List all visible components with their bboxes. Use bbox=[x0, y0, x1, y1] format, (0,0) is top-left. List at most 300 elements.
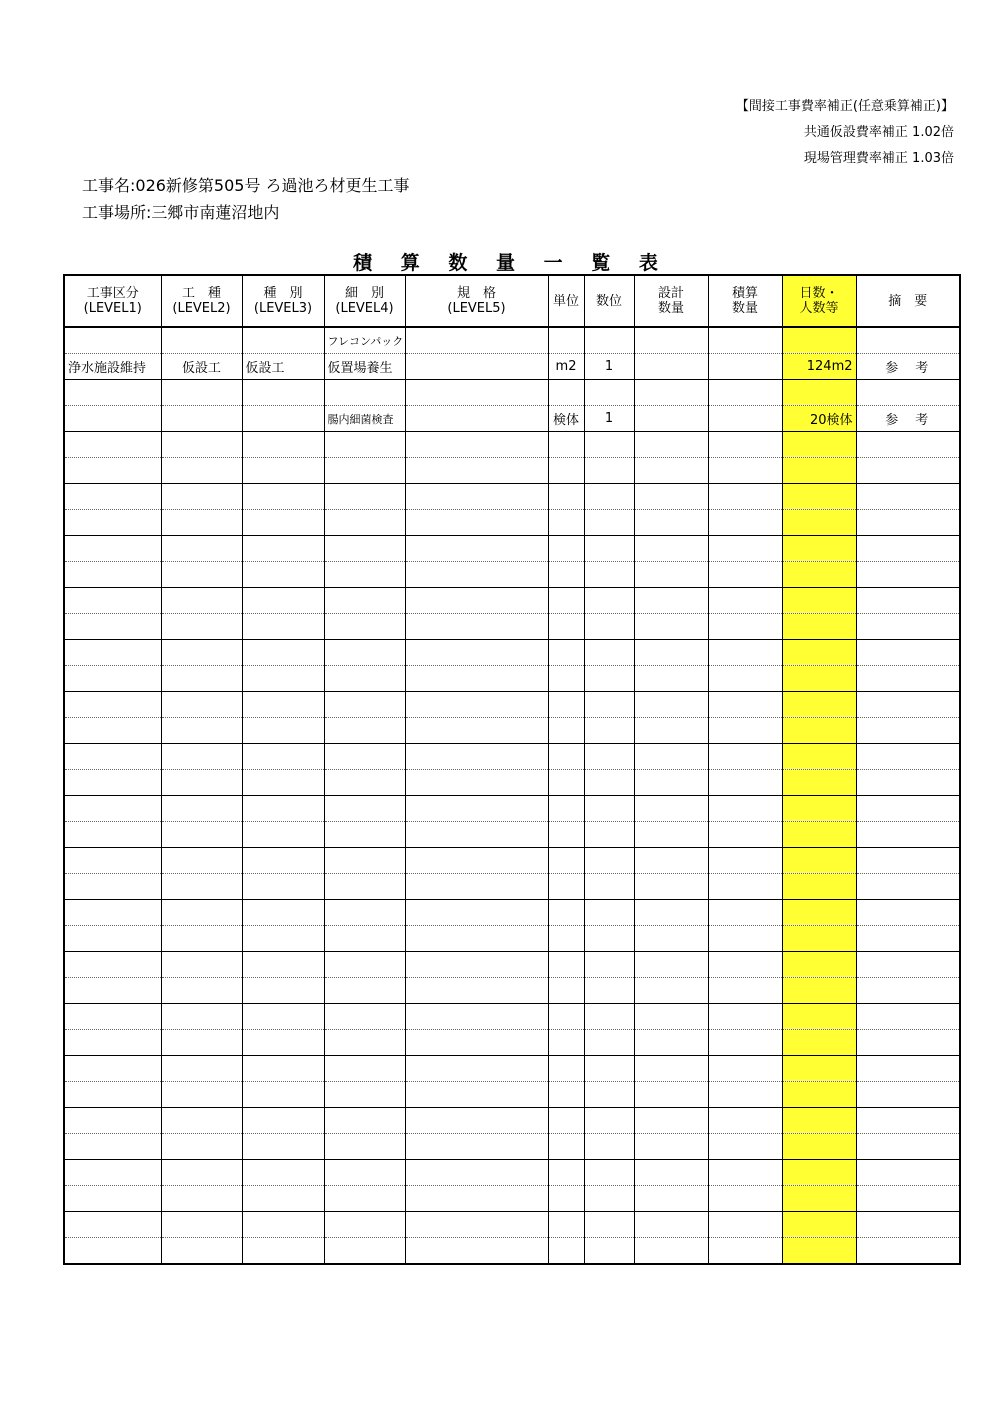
cell-days-persons bbox=[782, 1082, 856, 1108]
cell-level4 bbox=[324, 692, 405, 718]
cell-unit bbox=[548, 666, 584, 692]
cell-level3 bbox=[242, 1004, 324, 1030]
cell-level4 bbox=[324, 1056, 405, 1082]
cell-level3 bbox=[242, 718, 324, 744]
cell-level4 bbox=[324, 822, 405, 848]
header-level5: 規 格 (LEVEL5) bbox=[405, 275, 548, 327]
cell-estimate-qty bbox=[708, 588, 782, 614]
cell-digits bbox=[584, 484, 634, 510]
rate-adjustment-title: 【間接工事費率補正(任意乗算補正)】 bbox=[735, 99, 954, 114]
cell-level3 bbox=[242, 926, 324, 952]
cell-design-qty bbox=[634, 614, 708, 640]
table-row-upper bbox=[64, 536, 960, 562]
cell-design-qty bbox=[634, 432, 708, 458]
cell-unit bbox=[548, 1186, 584, 1212]
cell-design-qty bbox=[634, 1212, 708, 1238]
cell-level2 bbox=[161, 848, 242, 874]
cell-unit bbox=[548, 718, 584, 744]
cell-days-persons bbox=[782, 1056, 856, 1082]
cell-design-qty bbox=[634, 900, 708, 926]
cell-level3 bbox=[242, 562, 324, 588]
cell-unit bbox=[548, 1108, 584, 1134]
cell-level5 bbox=[405, 796, 548, 822]
cell-days-persons bbox=[782, 666, 856, 692]
cell-level4: 腸内細菌検査 bbox=[324, 406, 405, 432]
cell-estimate-qty bbox=[708, 327, 782, 354]
cell-design-qty bbox=[634, 1160, 708, 1186]
cell-level2 bbox=[161, 744, 242, 770]
cell-estimate-qty bbox=[708, 536, 782, 562]
cell-unit bbox=[548, 458, 584, 484]
cell-level3 bbox=[242, 770, 324, 796]
cell-estimate-qty bbox=[708, 380, 782, 406]
cell-days-persons bbox=[782, 588, 856, 614]
cell-digits bbox=[584, 1108, 634, 1134]
cell-level1 bbox=[64, 952, 161, 978]
cell-level5 bbox=[405, 1030, 548, 1056]
cell-estimate-qty bbox=[708, 354, 782, 380]
cell-design-qty bbox=[634, 640, 708, 666]
cell-digits bbox=[584, 614, 634, 640]
header-design-qty: 設計 数量 bbox=[634, 275, 708, 327]
cell-level1 bbox=[64, 1160, 161, 1186]
table-row-lower bbox=[64, 614, 960, 640]
cell-unit bbox=[548, 744, 584, 770]
cell-days-persons bbox=[782, 796, 856, 822]
cell-design-qty bbox=[634, 1030, 708, 1056]
cell-unit bbox=[548, 1030, 584, 1056]
cell-level1 bbox=[64, 1134, 161, 1160]
cell-level5 bbox=[405, 510, 548, 536]
cell-level2 bbox=[161, 1238, 242, 1265]
cell-estimate-qty bbox=[708, 432, 782, 458]
cell-unit bbox=[548, 432, 584, 458]
cell-estimate-qty bbox=[708, 458, 782, 484]
cell-unit bbox=[548, 978, 584, 1004]
cell-days-persons bbox=[782, 640, 856, 666]
table-row-lower bbox=[64, 1030, 960, 1056]
cell-design-qty bbox=[634, 380, 708, 406]
cell-level5 bbox=[405, 588, 548, 614]
cell-design-qty bbox=[634, 744, 708, 770]
table-row-upper bbox=[64, 1056, 960, 1082]
cell-level1 bbox=[64, 822, 161, 848]
cell-estimate-qty bbox=[708, 1056, 782, 1082]
cell-level4 bbox=[324, 744, 405, 770]
table-row-upper bbox=[64, 588, 960, 614]
cell-level5 bbox=[405, 822, 548, 848]
cell-level1 bbox=[64, 510, 161, 536]
cell-level5 bbox=[405, 406, 548, 432]
cell-days-persons bbox=[782, 1134, 856, 1160]
cell-days-persons bbox=[782, 770, 856, 796]
cell-level1 bbox=[64, 926, 161, 952]
cell-estimate-qty bbox=[708, 484, 782, 510]
cell-level2 bbox=[161, 432, 242, 458]
cell-unit bbox=[548, 484, 584, 510]
cell-level2 bbox=[161, 562, 242, 588]
cell-level4: 仮置場養生 bbox=[324, 354, 405, 380]
cell-days-persons bbox=[782, 926, 856, 952]
cell-level4 bbox=[324, 458, 405, 484]
cell-level2 bbox=[161, 692, 242, 718]
cell-level3 bbox=[242, 1082, 324, 1108]
cell-unit bbox=[548, 848, 584, 874]
cell-design-qty bbox=[634, 926, 708, 952]
cell-level2 bbox=[161, 640, 242, 666]
cell-level3 bbox=[242, 1212, 324, 1238]
cell-remarks bbox=[856, 1082, 960, 1108]
cell-level4 bbox=[324, 484, 405, 510]
cell-level1 bbox=[64, 327, 161, 354]
cell-remarks bbox=[856, 588, 960, 614]
cell-remarks bbox=[856, 510, 960, 536]
table-row-lower bbox=[64, 770, 960, 796]
cell-remarks bbox=[856, 1030, 960, 1056]
cell-remarks bbox=[856, 380, 960, 406]
cell-digits bbox=[584, 900, 634, 926]
cell-level1 bbox=[64, 1082, 161, 1108]
table-row-upper bbox=[64, 484, 960, 510]
header-level1: 工事区分 (LEVEL1) bbox=[64, 275, 161, 327]
cell-level4 bbox=[324, 978, 405, 1004]
cell-days-persons bbox=[782, 458, 856, 484]
cell-level5 bbox=[405, 1134, 548, 1160]
cell-level1 bbox=[64, 744, 161, 770]
cell-estimate-qty bbox=[708, 770, 782, 796]
cell-level4 bbox=[324, 1108, 405, 1134]
cell-design-qty bbox=[634, 822, 708, 848]
cell-digits bbox=[584, 1212, 634, 1238]
cell-level3 bbox=[242, 796, 324, 822]
site-management-rate: 現場管理費率補正 1.03倍 bbox=[803, 151, 954, 166]
cell-design-qty bbox=[634, 458, 708, 484]
cell-days-persons bbox=[782, 1108, 856, 1134]
cell-level2 bbox=[161, 510, 242, 536]
cell-level2 bbox=[161, 900, 242, 926]
cell-level2 bbox=[161, 406, 242, 432]
table-row-upper bbox=[64, 1108, 960, 1134]
cell-level2 bbox=[161, 926, 242, 952]
cell-level5 bbox=[405, 327, 548, 354]
cell-level5 bbox=[405, 1160, 548, 1186]
table-row-lower bbox=[64, 354, 960, 380]
cell-unit bbox=[548, 1056, 584, 1082]
cell-remarks bbox=[856, 1160, 960, 1186]
cell-level5 bbox=[405, 640, 548, 666]
cell-level4 bbox=[324, 562, 405, 588]
cell-unit bbox=[548, 588, 584, 614]
cell-estimate-qty bbox=[708, 1134, 782, 1160]
cell-level3 bbox=[242, 666, 324, 692]
cell-level4 bbox=[324, 380, 405, 406]
cell-digits bbox=[584, 536, 634, 562]
cell-design-qty bbox=[634, 718, 708, 744]
cell-design-qty bbox=[634, 484, 708, 510]
table-row-upper bbox=[64, 1212, 960, 1238]
cell-digits bbox=[584, 327, 634, 354]
cell-days-persons bbox=[782, 978, 856, 1004]
cell-level1 bbox=[64, 588, 161, 614]
cell-level3 bbox=[242, 406, 324, 432]
cell-remarks bbox=[856, 614, 960, 640]
cell-remarks bbox=[856, 1186, 960, 1212]
table-row-upper bbox=[64, 692, 960, 718]
table-row-upper bbox=[64, 952, 960, 978]
cell-estimate-qty bbox=[708, 744, 782, 770]
cell-unit bbox=[548, 692, 584, 718]
cell-digits bbox=[584, 718, 634, 744]
cell-digits bbox=[584, 874, 634, 900]
cell-level3 bbox=[242, 848, 324, 874]
cell-unit bbox=[548, 327, 584, 354]
cell-days-persons bbox=[782, 614, 856, 640]
cell-remarks bbox=[856, 1238, 960, 1265]
cell-level3 bbox=[242, 952, 324, 978]
cell-level2 bbox=[161, 614, 242, 640]
cell-unit bbox=[548, 796, 584, 822]
cell-level1 bbox=[64, 1212, 161, 1238]
cell-level3 bbox=[242, 614, 324, 640]
cell-level1 bbox=[64, 1004, 161, 1030]
cell-digits bbox=[584, 1160, 634, 1186]
header-estimate-qty: 積算 数量 bbox=[708, 275, 782, 327]
cell-remarks bbox=[856, 796, 960, 822]
cell-level1 bbox=[64, 640, 161, 666]
cell-remarks bbox=[856, 692, 960, 718]
table-row-upper bbox=[64, 327, 960, 354]
cell-days-persons bbox=[782, 1212, 856, 1238]
table-row-lower bbox=[64, 1238, 960, 1265]
cell-digits bbox=[584, 1238, 634, 1265]
cell-estimate-qty bbox=[708, 1030, 782, 1056]
cell-level4 bbox=[324, 1238, 405, 1265]
cell-design-qty bbox=[634, 978, 708, 1004]
cell-level5 bbox=[405, 978, 548, 1004]
cell-remarks: 参 考 bbox=[856, 406, 960, 432]
cell-level1 bbox=[64, 1056, 161, 1082]
cell-estimate-qty bbox=[708, 1108, 782, 1134]
cell-design-qty bbox=[634, 510, 708, 536]
cell-level4 bbox=[324, 666, 405, 692]
cell-level2 bbox=[161, 1160, 242, 1186]
header-level2: 工 種 (LEVEL2) bbox=[161, 275, 242, 327]
cell-estimate-qty bbox=[708, 796, 782, 822]
cell-level2 bbox=[161, 1212, 242, 1238]
cell-level3 bbox=[242, 1134, 324, 1160]
cell-level3 bbox=[242, 1056, 324, 1082]
cell-level4 bbox=[324, 1134, 405, 1160]
table-row-upper bbox=[64, 380, 960, 406]
cell-level3 bbox=[242, 1186, 324, 1212]
cell-days-persons bbox=[782, 484, 856, 510]
cell-level4 bbox=[324, 1082, 405, 1108]
cell-days-persons bbox=[782, 1160, 856, 1186]
cell-level5 bbox=[405, 1186, 548, 1212]
cell-level1 bbox=[64, 900, 161, 926]
cell-level4 bbox=[324, 926, 405, 952]
cell-level5 bbox=[405, 536, 548, 562]
cell-unit bbox=[548, 952, 584, 978]
cell-estimate-qty bbox=[708, 900, 782, 926]
cell-remarks bbox=[856, 484, 960, 510]
cell-level4 bbox=[324, 1030, 405, 1056]
cell-level3 bbox=[242, 1030, 324, 1056]
table-row-lower bbox=[64, 666, 960, 692]
cell-level2 bbox=[161, 1186, 242, 1212]
cell-level1 bbox=[64, 1186, 161, 1212]
cell-level5 bbox=[405, 718, 548, 744]
cell-unit bbox=[548, 874, 584, 900]
cell-unit: m2 bbox=[548, 354, 584, 380]
cell-remarks bbox=[856, 1134, 960, 1160]
cell-design-qty bbox=[634, 588, 708, 614]
cell-digits bbox=[584, 562, 634, 588]
cell-digits: 1 bbox=[584, 406, 634, 432]
cell-level1 bbox=[64, 978, 161, 1004]
table-row-upper bbox=[64, 744, 960, 770]
cell-level3 bbox=[242, 978, 324, 1004]
cell-unit: 検体 bbox=[548, 406, 584, 432]
cell-design-qty bbox=[634, 406, 708, 432]
project-location: 工事場所:三郷市南蓮沼地内 bbox=[82, 203, 280, 222]
cell-level4 bbox=[324, 1186, 405, 1212]
cell-days-persons bbox=[782, 952, 856, 978]
cell-digits bbox=[584, 588, 634, 614]
cell-design-qty bbox=[634, 1186, 708, 1212]
cell-level1 bbox=[64, 484, 161, 510]
cell-level5 bbox=[405, 458, 548, 484]
table-row-lower bbox=[64, 978, 960, 1004]
cell-level5 bbox=[405, 614, 548, 640]
cell-level4 bbox=[324, 432, 405, 458]
cell-design-qty bbox=[634, 327, 708, 354]
cell-design-qty bbox=[634, 354, 708, 380]
cell-design-qty bbox=[634, 770, 708, 796]
cell-level2 bbox=[161, 1082, 242, 1108]
table-row-lower bbox=[64, 822, 960, 848]
cell-level2 bbox=[161, 458, 242, 484]
cell-level3 bbox=[242, 536, 324, 562]
cell-level5 bbox=[405, 1108, 548, 1134]
cell-level5 bbox=[405, 874, 548, 900]
cell-level3 bbox=[242, 1160, 324, 1186]
cell-level1 bbox=[64, 1238, 161, 1265]
cell-level2 bbox=[161, 1030, 242, 1056]
cell-estimate-qty bbox=[708, 952, 782, 978]
table-row-lower bbox=[64, 1082, 960, 1108]
cell-remarks bbox=[856, 822, 960, 848]
cell-digits bbox=[584, 770, 634, 796]
cell-unit bbox=[548, 510, 584, 536]
cell-level2 bbox=[161, 1134, 242, 1160]
cell-level4 bbox=[324, 796, 405, 822]
cell-level4 bbox=[324, 1212, 405, 1238]
cell-digits bbox=[584, 1186, 634, 1212]
cell-estimate-qty bbox=[708, 406, 782, 432]
cell-design-qty bbox=[634, 1056, 708, 1082]
cell-unit bbox=[548, 380, 584, 406]
cell-level2 bbox=[161, 1004, 242, 1030]
cell-digits bbox=[584, 1056, 634, 1082]
cell-design-qty bbox=[634, 1108, 708, 1134]
cell-unit bbox=[548, 1082, 584, 1108]
cell-unit bbox=[548, 1238, 584, 1265]
cell-level4 bbox=[324, 874, 405, 900]
cell-remarks bbox=[856, 1212, 960, 1238]
cell-digits bbox=[584, 1030, 634, 1056]
cell-digits bbox=[584, 926, 634, 952]
cell-level4 bbox=[324, 1004, 405, 1030]
cell-days-persons bbox=[782, 327, 856, 354]
rate-adjustment-block bbox=[736, 94, 954, 172]
cell-level5 bbox=[405, 432, 548, 458]
cell-level5 bbox=[405, 380, 548, 406]
cell-days-persons bbox=[782, 510, 856, 536]
cell-level2 bbox=[161, 718, 242, 744]
cell-level1 bbox=[64, 666, 161, 692]
cell-level4 bbox=[324, 588, 405, 614]
cell-level1 bbox=[64, 432, 161, 458]
cell-days-persons bbox=[782, 692, 856, 718]
cell-level5 bbox=[405, 1056, 548, 1082]
cell-remarks bbox=[856, 327, 960, 354]
cell-digits bbox=[584, 744, 634, 770]
cell-level5 bbox=[405, 692, 548, 718]
cell-digits bbox=[584, 432, 634, 458]
cell-level3 bbox=[242, 692, 324, 718]
table-row-lower bbox=[64, 718, 960, 744]
cell-level5 bbox=[405, 744, 548, 770]
cell-days-persons bbox=[782, 1186, 856, 1212]
cell-estimate-qty bbox=[708, 718, 782, 744]
cell-level1 bbox=[64, 1030, 161, 1056]
cell-digits bbox=[584, 1134, 634, 1160]
cell-remarks bbox=[856, 926, 960, 952]
cell-level2 bbox=[161, 770, 242, 796]
cell-level2 bbox=[161, 588, 242, 614]
cell-design-qty bbox=[634, 1238, 708, 1265]
table-row-lower bbox=[64, 1134, 960, 1160]
cell-level2 bbox=[161, 978, 242, 1004]
cell-design-qty bbox=[634, 666, 708, 692]
cell-estimate-qty bbox=[708, 874, 782, 900]
cell-digits bbox=[584, 510, 634, 536]
cell-remarks bbox=[856, 952, 960, 978]
cell-days-persons bbox=[782, 1030, 856, 1056]
cell-digits bbox=[584, 692, 634, 718]
cell-level5 bbox=[405, 848, 548, 874]
cell-estimate-qty bbox=[708, 614, 782, 640]
cell-days-persons bbox=[782, 848, 856, 874]
common-temporary-rate: 共通仮設費率補正 1.02倍 bbox=[803, 125, 954, 140]
cell-level5 bbox=[405, 952, 548, 978]
project-name: 工事名:026新修第505号 ろ過池ろ材更生工事 bbox=[82, 176, 410, 195]
cell-level5 bbox=[405, 1004, 548, 1030]
cell-design-qty bbox=[634, 874, 708, 900]
cell-estimate-qty bbox=[708, 666, 782, 692]
cell-remarks bbox=[856, 770, 960, 796]
cell-level1 bbox=[64, 874, 161, 900]
cell-level3 bbox=[242, 1108, 324, 1134]
cell-level4 bbox=[324, 510, 405, 536]
cell-level3 bbox=[242, 744, 324, 770]
cell-days-persons bbox=[782, 822, 856, 848]
cell-level3 bbox=[242, 900, 324, 926]
cell-digits bbox=[584, 1004, 634, 1030]
cell-digits bbox=[584, 666, 634, 692]
cell-remarks bbox=[856, 536, 960, 562]
